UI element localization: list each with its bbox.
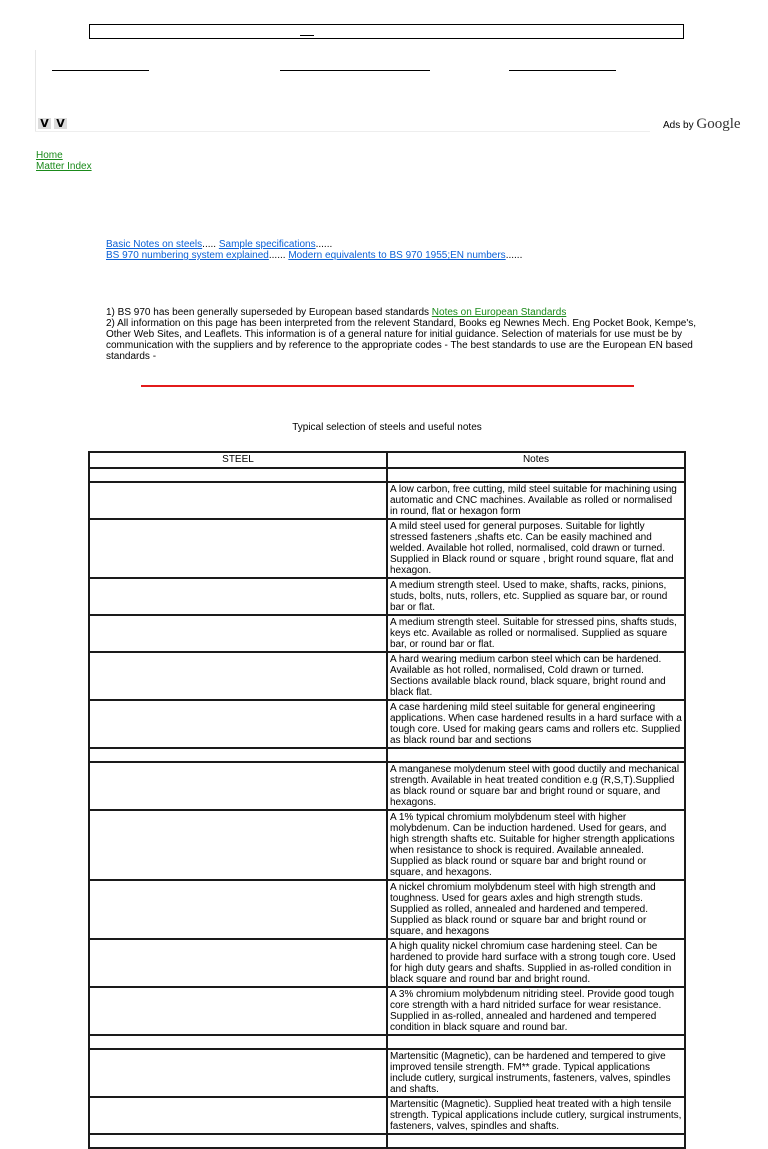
steel-cell	[89, 1049, 387, 1097]
notes-cell: A manganese molydenum steel with good ductily and mechanical strength. Available in heat treated condition e.g (R,S,T).Supplied as black round or square bar and bright round or square, and hexagons.	[387, 762, 685, 810]
separator-line-1	[52, 70, 149, 71]
separator-dots: ......	[268, 250, 286, 261]
table-row	[89, 1097, 685, 1134]
steel-cell	[89, 578, 387, 615]
steel-cell	[89, 1134, 387, 1148]
table-row	[89, 880, 685, 939]
steel-cell	[89, 810, 387, 880]
table-row	[89, 939, 685, 987]
google-logo: Google	[696, 116, 741, 132]
separator-dots: ......	[315, 239, 333, 250]
matter-index-link[interactable]: Matter Index	[36, 161, 92, 172]
notes-cell: A hard wearing medium carbon steel which can be hardened. Available as hot rolled, normalised, Cold drawn or turned. Sections available black round, black square, bright round and black flat.	[387, 652, 685, 700]
table-row	[89, 700, 685, 748]
ad-nav	[38, 118, 70, 130]
steel-cell	[89, 482, 387, 519]
notes-cell: Martensitic (Magnetic), can be hardened and tempered to give improved tensile strength. FM** grade. Typical applications include cutlery, surgical instruments, fasteners, valves, spindles and shafts.	[387, 1049, 685, 1097]
table-row	[89, 468, 685, 482]
modern-equivalents-link[interactable]: Modern equivalents to BS 970 1955;EN numbers	[288, 250, 506, 261]
notes-cell: Martensitic (Magnetic). Supplied heat treated with a high tensile strength. Typical applications include cutlery, surgical instruments, fasteners, valves, spindles and shafts.	[387, 1097, 685, 1134]
bs970-numbering-link[interactable]: BS 970 numbering system explained	[106, 250, 269, 261]
notes-cell: A low carbon, free cutting, mild steel suitable for machining using automatic and CNC machines. Available as rolled or normalised in round, flat or hexagon form	[387, 482, 685, 519]
table-row	[89, 748, 685, 762]
table-header-row	[89, 452, 685, 468]
notes-cell: A high quality nickel chromium case hardening steel. Can be hardened to provide hard surface with a strong tough core. Used for high duty gears and shafts. Supplied in as-rolled condition in black square and round bar and bright round.	[387, 939, 685, 987]
header-steel: STEEL	[89, 452, 387, 468]
frame-underline	[300, 35, 314, 36]
ad-prev-button[interactable]: V	[38, 118, 51, 129]
notes-cell	[387, 1134, 685, 1148]
table-row	[89, 1035, 685, 1049]
header-notes: Notes	[387, 452, 685, 468]
ads-by-label: Ads by	[663, 120, 694, 131]
steel-cell	[89, 615, 387, 652]
top-frame	[89, 24, 684, 39]
table-body	[89, 468, 685, 1148]
table-row	[89, 987, 685, 1035]
sample-specifications-link[interactable]: Sample specifications	[218, 239, 316, 250]
separator-dots: ......	[505, 250, 523, 261]
notes-cell	[387, 468, 685, 482]
ad-area-border-bottom	[35, 131, 650, 132]
steel-cell	[89, 468, 387, 482]
table-row	[89, 762, 685, 810]
table-row	[89, 1049, 685, 1097]
nav-links	[36, 150, 92, 172]
notes-cell	[387, 1035, 685, 1049]
red-divider	[141, 385, 634, 387]
ads-by-google[interactable]	[663, 116, 741, 133]
table-row	[89, 615, 685, 652]
ad-next-button[interactable]: V	[54, 118, 67, 129]
table-row	[89, 578, 685, 615]
steel-cell	[89, 880, 387, 939]
steel-cell	[89, 987, 387, 1035]
note-2: 2) All information on this page has been interpreted from the relevent Standard, Books eg Newnes Mech. Eng Pocket Book, Kempe's, Other Web Sites, and Leaflets. This information is of a general nature for initial guidance. Selection of materials for use must be by communication with the suppliers and by reference to the appropriate codes - The best standards to use are the European EN based standards -	[106, 318, 697, 362]
home-link[interactable]: Home	[36, 150, 63, 161]
table-caption: Typical selection of steels and useful notes	[292, 422, 482, 433]
steel-cell	[89, 748, 387, 762]
table-row	[89, 652, 685, 700]
steel-cell	[89, 519, 387, 578]
steels-table	[88, 451, 686, 1149]
notes-cell: A mild steel used for general purposes. Suitable for lightly stressed fasteners ,shafts etc. Can be easily machined and welded. Available hot rolled, normalised, cold drawn or turned. Supplied in Black round or square , bright round square, flat and hexagon.	[387, 519, 685, 578]
european-standards-link[interactable]: Notes on European Standards	[431, 307, 567, 318]
separator-line-3	[509, 70, 616, 71]
notes-cell: A 3% chromium molybdenum nitriding steel. Provide good tough core strength with a hard nitrided surface for wear resistance. Supplied in as-rolled, annealed and hardened and tempered condition in black square and round bar.	[387, 987, 685, 1035]
separator-dots: .....	[202, 239, 217, 250]
steel-cell	[89, 939, 387, 987]
note-1: 1) BS 970 has been generally superseded by European based standards Notes on European Standards	[106, 307, 567, 318]
steel-cell	[89, 1035, 387, 1049]
notes-cell: A case hardening mild steel suitable for general engineering applications. When case hardened results in a hard surface with a tough core. Used for making gears cams and rollers etc. Supplied as black round bar and sections	[387, 700, 685, 748]
table-row	[89, 482, 685, 519]
notes-block	[106, 307, 716, 362]
steel-cell	[89, 652, 387, 700]
steel-cell	[89, 1097, 387, 1134]
table-row	[89, 810, 685, 880]
notes-cell: A medium strength steel. Suitable for stressed pins, shafts studs, keys etc. Available as rolled or normalised. Supplied as square bar, or round bar or flat.	[387, 615, 685, 652]
ad-area-border-left	[35, 50, 36, 132]
table-row	[89, 1134, 685, 1148]
notes-cell: A medium strength steel. Used to make, shafts, racks, pinions, studs, bolts, nuts, rollers, etc. Supplied as square bar, or round bar or flat.	[387, 578, 685, 615]
notes-cell	[387, 748, 685, 762]
steel-cell	[89, 762, 387, 810]
related-links	[106, 239, 522, 261]
basic-notes-link[interactable]: Basic Notes on steels	[106, 239, 203, 250]
separator-line-2	[280, 70, 430, 71]
steel-cell	[89, 700, 387, 748]
notes-cell: A nickel chromium molybdenum steel with high strength and toughness. Used for gears axles and high strength studs. Supplied as rolled, annealed and hardened and tempered. Supplied as black round or square bar and bright round or square, and hexagons	[387, 880, 685, 939]
notes-cell: A 1% typical chromium molybdenum steel with higher molybdenum. Can be induction hardened. Used for gears, and high strength shafts etc. Suitable for higher strength applications when resistance to shock is required. Available annealed. Supplied as black round or square bar and bright round or square, and hexagons.	[387, 810, 685, 880]
table-row	[89, 519, 685, 578]
